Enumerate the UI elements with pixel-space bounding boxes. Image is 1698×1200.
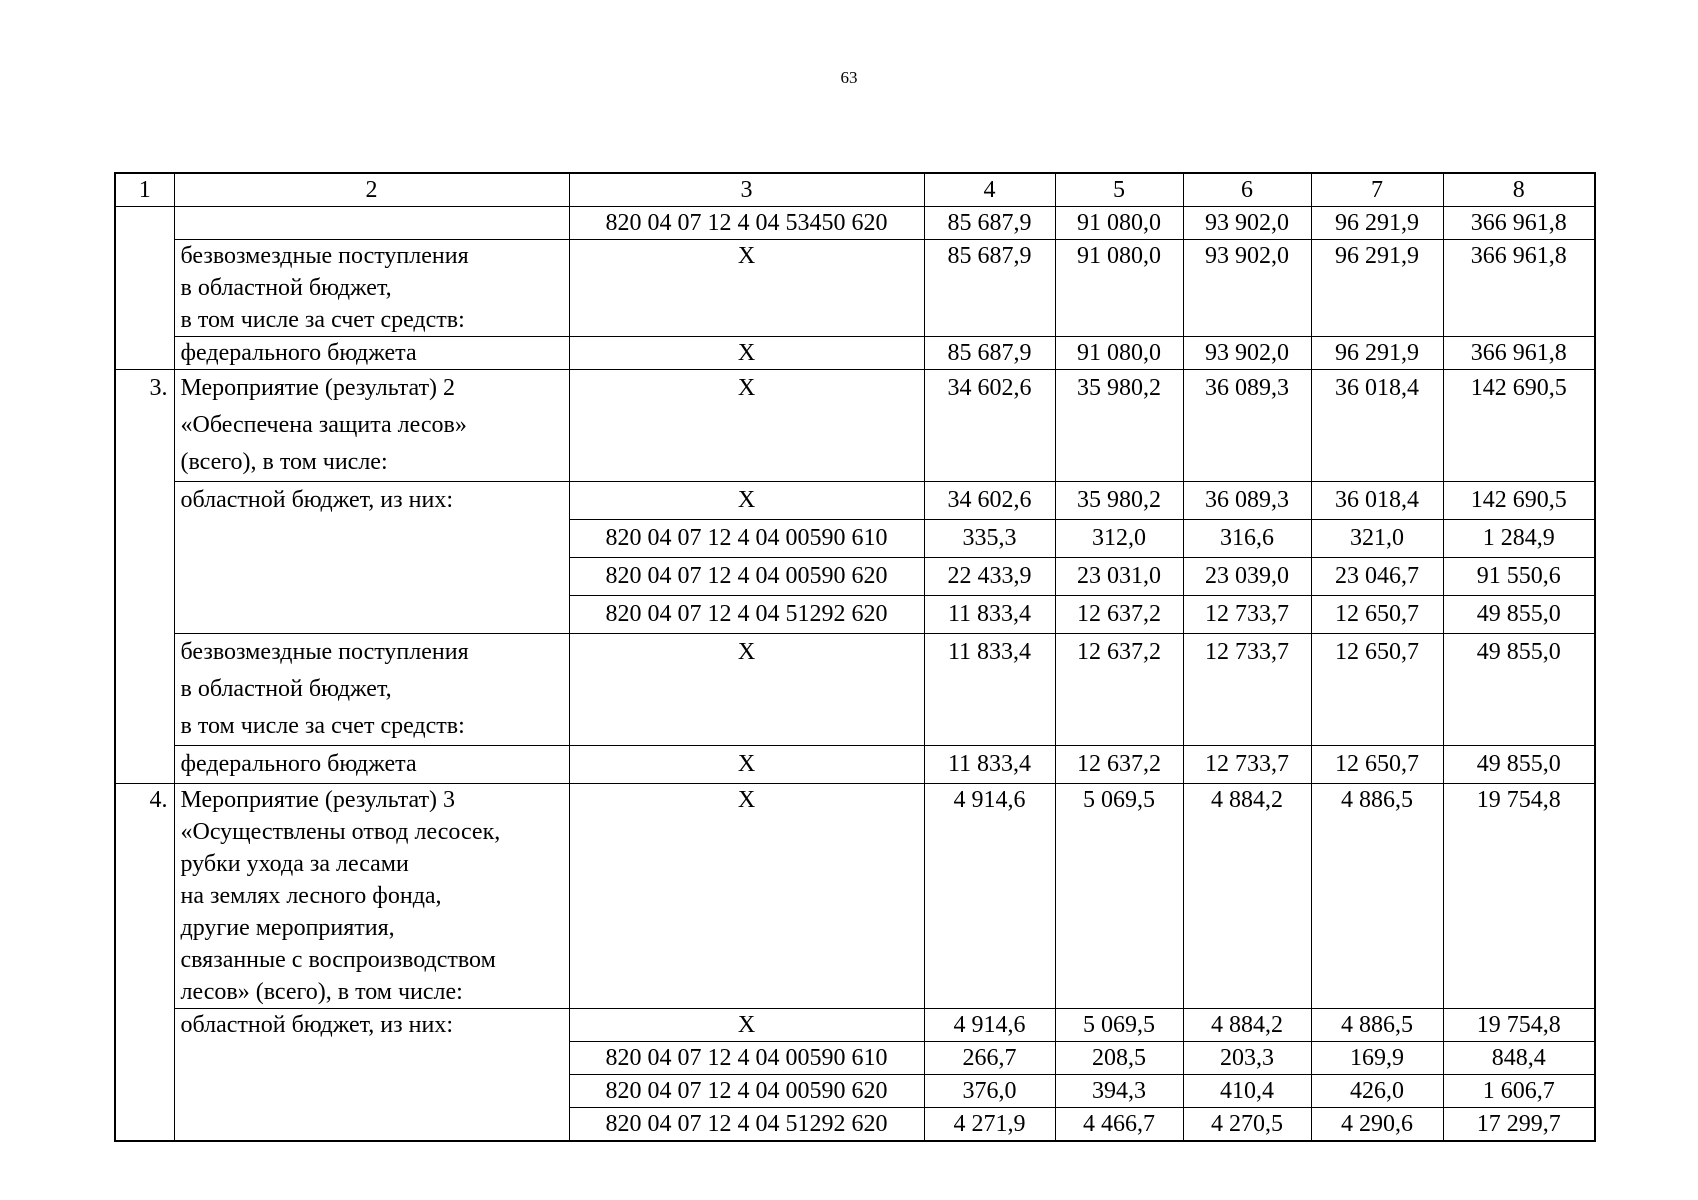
amount-cell: 12 650,7 (1311, 596, 1443, 634)
amount-cell: 142 690,5 (1443, 370, 1595, 482)
amount-cell: 4 884,2 (1183, 1009, 1311, 1042)
amount-cell: 23 046,7 (1311, 558, 1443, 596)
amount-cell: 4 886,5 (1311, 784, 1443, 1009)
amount-cell: 12 637,2 (1055, 634, 1183, 746)
header-cell: 4 (924, 173, 1055, 207)
amount-cell: 12 650,7 (1311, 634, 1443, 746)
amount-cell: 169,9 (1311, 1042, 1443, 1075)
amount-cell: 11 833,4 (924, 746, 1055, 784)
budget-code-cell: Х (569, 337, 924, 370)
description-cell (174, 240, 569, 337)
amount-cell: 1 284,9 (1443, 520, 1595, 558)
amount-cell: 36 018,4 (1311, 482, 1443, 520)
amount-cell: 4 290,6 (1311, 1108, 1443, 1142)
amount-cell: 35 980,2 (1055, 370, 1183, 482)
description-cell (174, 746, 569, 784)
budget-code-cell: 820 04 07 12 4 04 00590 620 (569, 1075, 924, 1108)
amount-cell: 23 031,0 (1055, 558, 1183, 596)
description-cell (174, 1009, 569, 1142)
budget-code-cell: Х (569, 746, 924, 784)
description-line: безвозмездные поступления (180, 243, 469, 269)
amount-cell: 49 855,0 (1443, 746, 1595, 784)
description-line: на землях лесного фонда, (180, 883, 442, 909)
header-cell: 3 (569, 173, 924, 207)
amount-cell: 4 466,7 (1055, 1108, 1183, 1142)
budget-code-cell: 820 04 07 12 4 04 53450 620 (569, 207, 924, 240)
budget-code-cell: 820 04 07 12 4 04 51292 620 (569, 596, 924, 634)
row-number-cell (115, 207, 174, 370)
description-line: безвозмездные поступления (180, 639, 469, 665)
amount-cell: 4 914,6 (924, 1009, 1055, 1042)
amount-cell: 142 690,5 (1443, 482, 1595, 520)
amount-cell: 22 433,9 (924, 558, 1055, 596)
amount-cell: 12 637,2 (1055, 596, 1183, 634)
description-line: областной бюджет, из них: (180, 487, 453, 513)
table-row (115, 207, 1595, 240)
description-cell (174, 370, 569, 482)
table-row (115, 482, 1595, 520)
description-line: в том числе за счет средств: (180, 713, 465, 739)
amount-cell: 23 039,0 (1183, 558, 1311, 596)
description-line: в областной бюджет, (180, 275, 392, 301)
table-row (115, 337, 1595, 370)
amount-cell: 91 080,0 (1055, 207, 1183, 240)
amount-cell: 19 754,8 (1443, 1009, 1595, 1042)
header-cell: 2 (174, 173, 569, 207)
amount-cell: 4 914,6 (924, 784, 1055, 1009)
amount-cell: 4 886,5 (1311, 1009, 1443, 1042)
budget-code-cell: Х (569, 482, 924, 520)
amount-cell: 96 291,9 (1311, 337, 1443, 370)
description-line: рубки ухода за лесами (180, 851, 409, 877)
header-cell: 8 (1443, 173, 1595, 207)
amount-cell: 4 884,2 (1183, 784, 1311, 1009)
budget-code-cell: 820 04 07 12 4 04 00590 610 (569, 1042, 924, 1075)
amount-cell: 5 069,5 (1055, 1009, 1183, 1042)
amount-cell: 93 902,0 (1183, 240, 1311, 337)
amount-cell: 1 606,7 (1443, 1075, 1595, 1108)
header-cell: 7 (1311, 173, 1443, 207)
amount-cell: 266,7 (924, 1042, 1055, 1075)
budget-table (114, 172, 1596, 1142)
budget-code-cell: 820 04 07 12 4 04 51292 620 (569, 1108, 924, 1142)
amount-cell: 91 080,0 (1055, 240, 1183, 337)
amount-cell: 366 961,8 (1443, 207, 1595, 240)
amount-cell: 312,0 (1055, 520, 1183, 558)
amount-cell: 49 855,0 (1443, 596, 1595, 634)
description-line: федерального бюджета (180, 751, 417, 777)
amount-cell: 376,0 (924, 1075, 1055, 1108)
description-line: лесов» (всего), в том числе: (180, 979, 463, 1005)
table-row (115, 1009, 1595, 1042)
amount-cell: 426,0 (1311, 1075, 1443, 1108)
budget-code-cell: Х (569, 240, 924, 337)
table-row (115, 746, 1595, 784)
row-number-cell: 3. (115, 370, 174, 784)
amount-cell: 96 291,9 (1311, 240, 1443, 337)
table-header-row (115, 173, 1595, 207)
description-cell (174, 482, 569, 634)
description-line: федерального бюджета (180, 340, 417, 366)
amount-cell: 321,0 (1311, 520, 1443, 558)
amount-cell: 203,3 (1183, 1042, 1311, 1075)
amount-cell: 85 687,9 (924, 207, 1055, 240)
description-line: в том числе за счет средств: (180, 307, 465, 333)
table-row (115, 634, 1595, 746)
amount-cell: 4 271,9 (924, 1108, 1055, 1142)
description-cell (174, 634, 569, 746)
amount-cell: 366 961,8 (1443, 337, 1595, 370)
description-line: другие мероприятия, (180, 915, 395, 941)
amount-cell: 5 069,5 (1055, 784, 1183, 1009)
amount-cell: 36 089,3 (1183, 370, 1311, 482)
table-body (115, 207, 1595, 1142)
description-cell (174, 784, 569, 1009)
description-cell (174, 337, 569, 370)
header-cell: 1 (115, 173, 174, 207)
amount-cell: 93 902,0 (1183, 207, 1311, 240)
amount-cell: 12 637,2 (1055, 746, 1183, 784)
amount-cell: 85 687,9 (924, 240, 1055, 337)
amount-cell: 316,6 (1183, 520, 1311, 558)
amount-cell: 12 733,7 (1183, 634, 1311, 746)
amount-cell: 366 961,8 (1443, 240, 1595, 337)
header-cell: 5 (1055, 173, 1183, 207)
amount-cell: 85 687,9 (924, 337, 1055, 370)
amount-cell: 11 833,4 (924, 596, 1055, 634)
amount-cell: 19 754,8 (1443, 784, 1595, 1009)
amount-cell: 208,5 (1055, 1042, 1183, 1075)
description-line: областной бюджет, из них: (180, 1012, 453, 1038)
amount-cell: 848,4 (1443, 1042, 1595, 1075)
amount-cell: 12 650,7 (1311, 746, 1443, 784)
description-line: «Осуществлены отвод лесосек, (180, 819, 501, 845)
header-cell: 6 (1183, 173, 1311, 207)
amount-cell: 11 833,4 (924, 634, 1055, 746)
amount-cell: 35 980,2 (1055, 482, 1183, 520)
description-line: Мероприятие (результат) 3 (180, 787, 456, 813)
amount-cell: 394,3 (1055, 1075, 1183, 1108)
amount-cell: 17 299,7 (1443, 1108, 1595, 1142)
amount-cell: 36 089,3 (1183, 482, 1311, 520)
amount-cell: 410,4 (1183, 1075, 1311, 1108)
amount-cell: 34 602,6 (924, 482, 1055, 520)
description-line: в областной бюджет, (180, 676, 392, 702)
table-row (115, 240, 1595, 337)
table-row (115, 370, 1595, 482)
amount-cell: 335,3 (924, 520, 1055, 558)
table-row (115, 784, 1595, 1009)
amount-cell: 91 080,0 (1055, 337, 1183, 370)
row-number-cell: 4. (115, 784, 174, 1142)
amount-cell: 91 550,6 (1443, 558, 1595, 596)
description-line: связанные с воспроизводством (180, 947, 496, 973)
description-line: «Обеспечена защита лесов» (180, 412, 467, 438)
amount-cell: 34 602,6 (924, 370, 1055, 482)
budget-code-cell: Х (569, 634, 924, 746)
page-number: 63 (840, 68, 858, 87)
amount-cell: 96 291,9 (1311, 207, 1443, 240)
amount-cell: 49 855,0 (1443, 634, 1595, 746)
amount-cell: 12 733,7 (1183, 746, 1311, 784)
amount-cell: 36 018,4 (1311, 370, 1443, 482)
amount-cell: 93 902,0 (1183, 337, 1311, 370)
description-cell (174, 207, 569, 240)
amount-cell: 12 733,7 (1183, 596, 1311, 634)
amount-cell: 4 270,5 (1183, 1108, 1311, 1142)
budget-code-cell: Х (569, 1009, 924, 1042)
description-line (181, 207, 563, 239)
budget-code-cell: Х (569, 370, 924, 482)
description-line: Мероприятие (результат) 2 (180, 375, 456, 401)
description-line: (всего), в том числе: (180, 449, 388, 475)
budget-code-cell: 820 04 07 12 4 04 00590 610 (569, 520, 924, 558)
budget-code-cell: Х (569, 784, 924, 1009)
budget-code-cell: 820 04 07 12 4 04 00590 620 (569, 558, 924, 596)
